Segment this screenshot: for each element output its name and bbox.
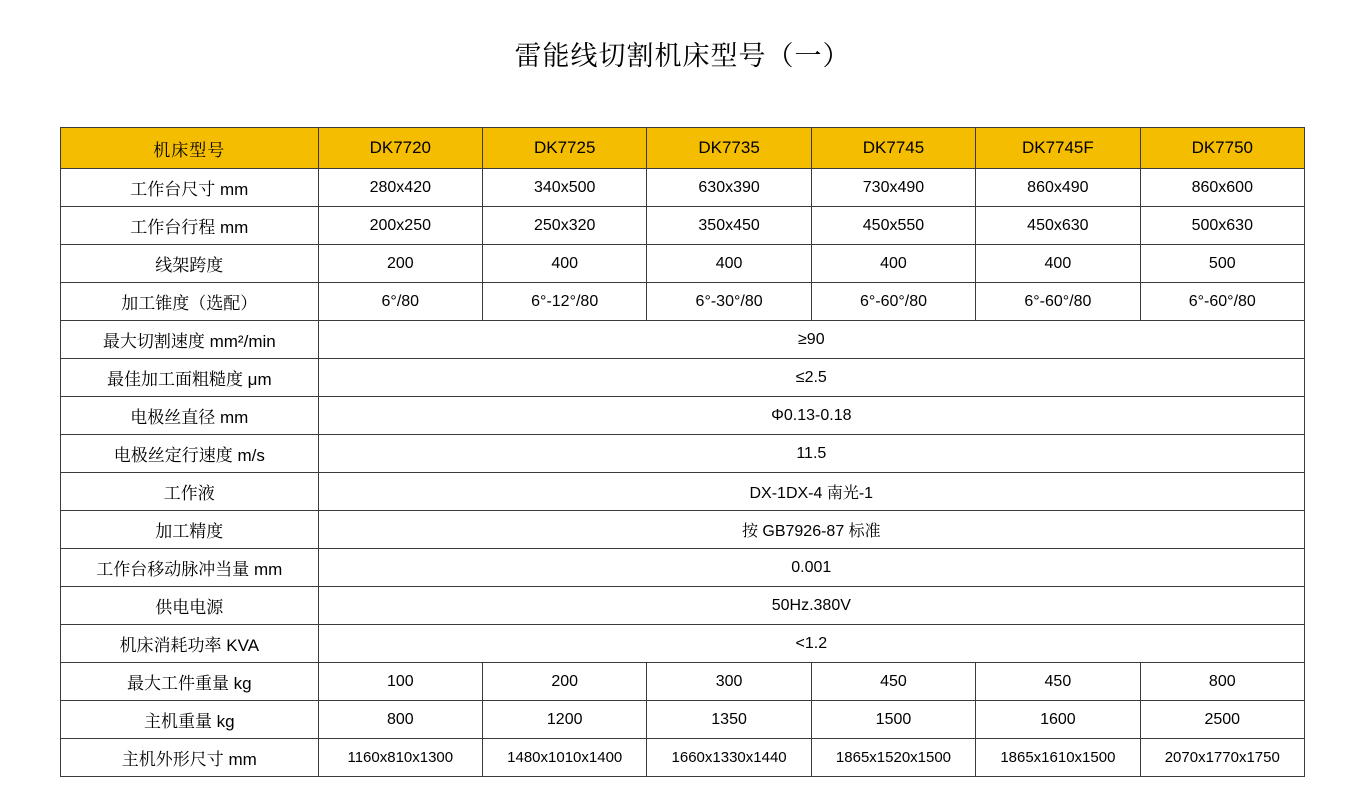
row-cell: 1480x1010x1400: [483, 739, 647, 777]
row-cell: 630x390: [647, 169, 811, 207]
row-cell: 350x450: [647, 207, 811, 245]
row-cell-merged: 11.5: [318, 435, 1304, 473]
row-cell: 860x490: [976, 169, 1140, 207]
page-title: 雷能线切割机床型号（一）: [514, 41, 851, 72]
row-cell: 1865x1610x1500: [976, 739, 1140, 777]
table-row: [61, 397, 1305, 435]
table-row: [61, 283, 1305, 321]
row-cell: 250x320: [483, 207, 647, 245]
row-label: 工作台行程 mm: [61, 207, 319, 245]
row-label: 机床消耗功率 KVA: [61, 625, 319, 663]
row-cell: 450: [811, 663, 975, 701]
row-label: 电极丝定行速度 m/s: [61, 435, 319, 473]
table-row: [61, 473, 1305, 511]
row-label: 工作台移动脉冲当量 mm: [61, 549, 319, 587]
row-cell: 280x420: [318, 169, 482, 207]
row-cell: 6°-60°/80: [976, 283, 1140, 321]
row-label: 工作液: [61, 473, 319, 511]
header-cell-model-1: DK7725: [483, 128, 647, 169]
row-cell-merged: ≥90: [318, 321, 1304, 359]
table-header: [61, 128, 1305, 169]
row-cell: 400: [647, 245, 811, 283]
row-cell: 450: [976, 663, 1140, 701]
row-label: 供电电源: [61, 587, 319, 625]
row-cell: 100: [318, 663, 482, 701]
row-cell: 200: [483, 663, 647, 701]
row-cell: 500x630: [1140, 207, 1304, 245]
table-row: [61, 245, 1305, 283]
row-cell: 400: [811, 245, 975, 283]
table-row: [61, 435, 1305, 473]
row-cell-merged: 按 GB7926-87 标准: [318, 511, 1304, 549]
header-cell-model-3: DK7745: [811, 128, 975, 169]
row-cell: 400: [483, 245, 647, 283]
table-body: [61, 169, 1305, 777]
table-row: [61, 207, 1305, 245]
row-cell: 860x600: [1140, 169, 1304, 207]
row-cell: 6°/80: [318, 283, 482, 321]
header-cell-label: 机床型号: [61, 128, 319, 169]
row-cell: 450x630: [976, 207, 1140, 245]
row-cell: 1350: [647, 701, 811, 739]
header-cell-model-5: DK7750: [1140, 128, 1304, 169]
table-row: [61, 359, 1305, 397]
row-label: 线架跨度: [61, 245, 319, 283]
spec-table-container: [60, 73, 1305, 777]
row-label: 主机外形尺寸 mm: [61, 739, 319, 777]
table-row: [61, 663, 1305, 701]
row-cell-merged: 50Hz.380V: [318, 587, 1304, 625]
header-cell-model-4: DK7745F: [976, 128, 1140, 169]
row-cell: 500: [1140, 245, 1304, 283]
row-cell-merged: <1.2: [318, 625, 1304, 663]
table-row: [61, 511, 1305, 549]
table-row: [61, 739, 1305, 777]
row-label: 加工锥度（选配）: [61, 283, 319, 321]
row-label: 最大工件重量 kg: [61, 663, 319, 701]
row-cell-merged: ≤2.5: [318, 359, 1304, 397]
row-cell: 730x490: [811, 169, 975, 207]
row-cell: 800: [1140, 663, 1304, 701]
row-label: 电极丝直径 mm: [61, 397, 319, 435]
row-cell: 200x250: [318, 207, 482, 245]
row-cell: 450x550: [811, 207, 975, 245]
row-label: 工作台尺寸 mm: [61, 169, 319, 207]
row-label: 最佳加工面粗糙度 μm: [61, 359, 319, 397]
row-cell: 6°-60°/80: [1140, 283, 1304, 321]
table-row: [61, 625, 1305, 663]
row-label: 最大切割速度 mm²/min: [61, 321, 319, 359]
row-cell: 1865x1520x1500: [811, 739, 975, 777]
table-row: [61, 321, 1305, 359]
row-cell: 340x500: [483, 169, 647, 207]
row-cell: 300: [647, 663, 811, 701]
row-cell: 1500: [811, 701, 975, 739]
table-row: [61, 701, 1305, 739]
row-cell: 6°-60°/80: [811, 283, 975, 321]
header-cell-model-2: DK7735: [647, 128, 811, 169]
row-cell: 1660x1330x1440: [647, 739, 811, 777]
row-label: 加工精度: [61, 511, 319, 549]
row-cell-merged: Φ0.13-0.18: [318, 397, 1304, 435]
row-cell: 200: [318, 245, 482, 283]
row-cell: 1200: [483, 701, 647, 739]
row-cell: 800: [318, 701, 482, 739]
header-cell-model-0: DK7720: [318, 128, 482, 169]
row-cell-merged: 0.001: [318, 549, 1304, 587]
row-cell: 2500: [1140, 701, 1304, 739]
row-cell: 400: [976, 245, 1140, 283]
row-cell: 1160x810x1300: [318, 739, 482, 777]
row-label: 主机重量 kg: [61, 701, 319, 739]
table-row: [61, 169, 1305, 207]
row-cell-merged: DX-1DX-4 南光-1: [318, 473, 1304, 511]
machine-spec-table: [60, 127, 1305, 777]
header-row: [61, 128, 1305, 169]
row-cell: 1600: [976, 701, 1140, 739]
table-row: [61, 587, 1305, 625]
row-cell: 6°-30°/80: [647, 283, 811, 321]
table-row: [61, 549, 1305, 587]
row-cell: 6°-12°/80: [483, 283, 647, 321]
row-cell: 2070x1770x1750: [1140, 739, 1304, 777]
